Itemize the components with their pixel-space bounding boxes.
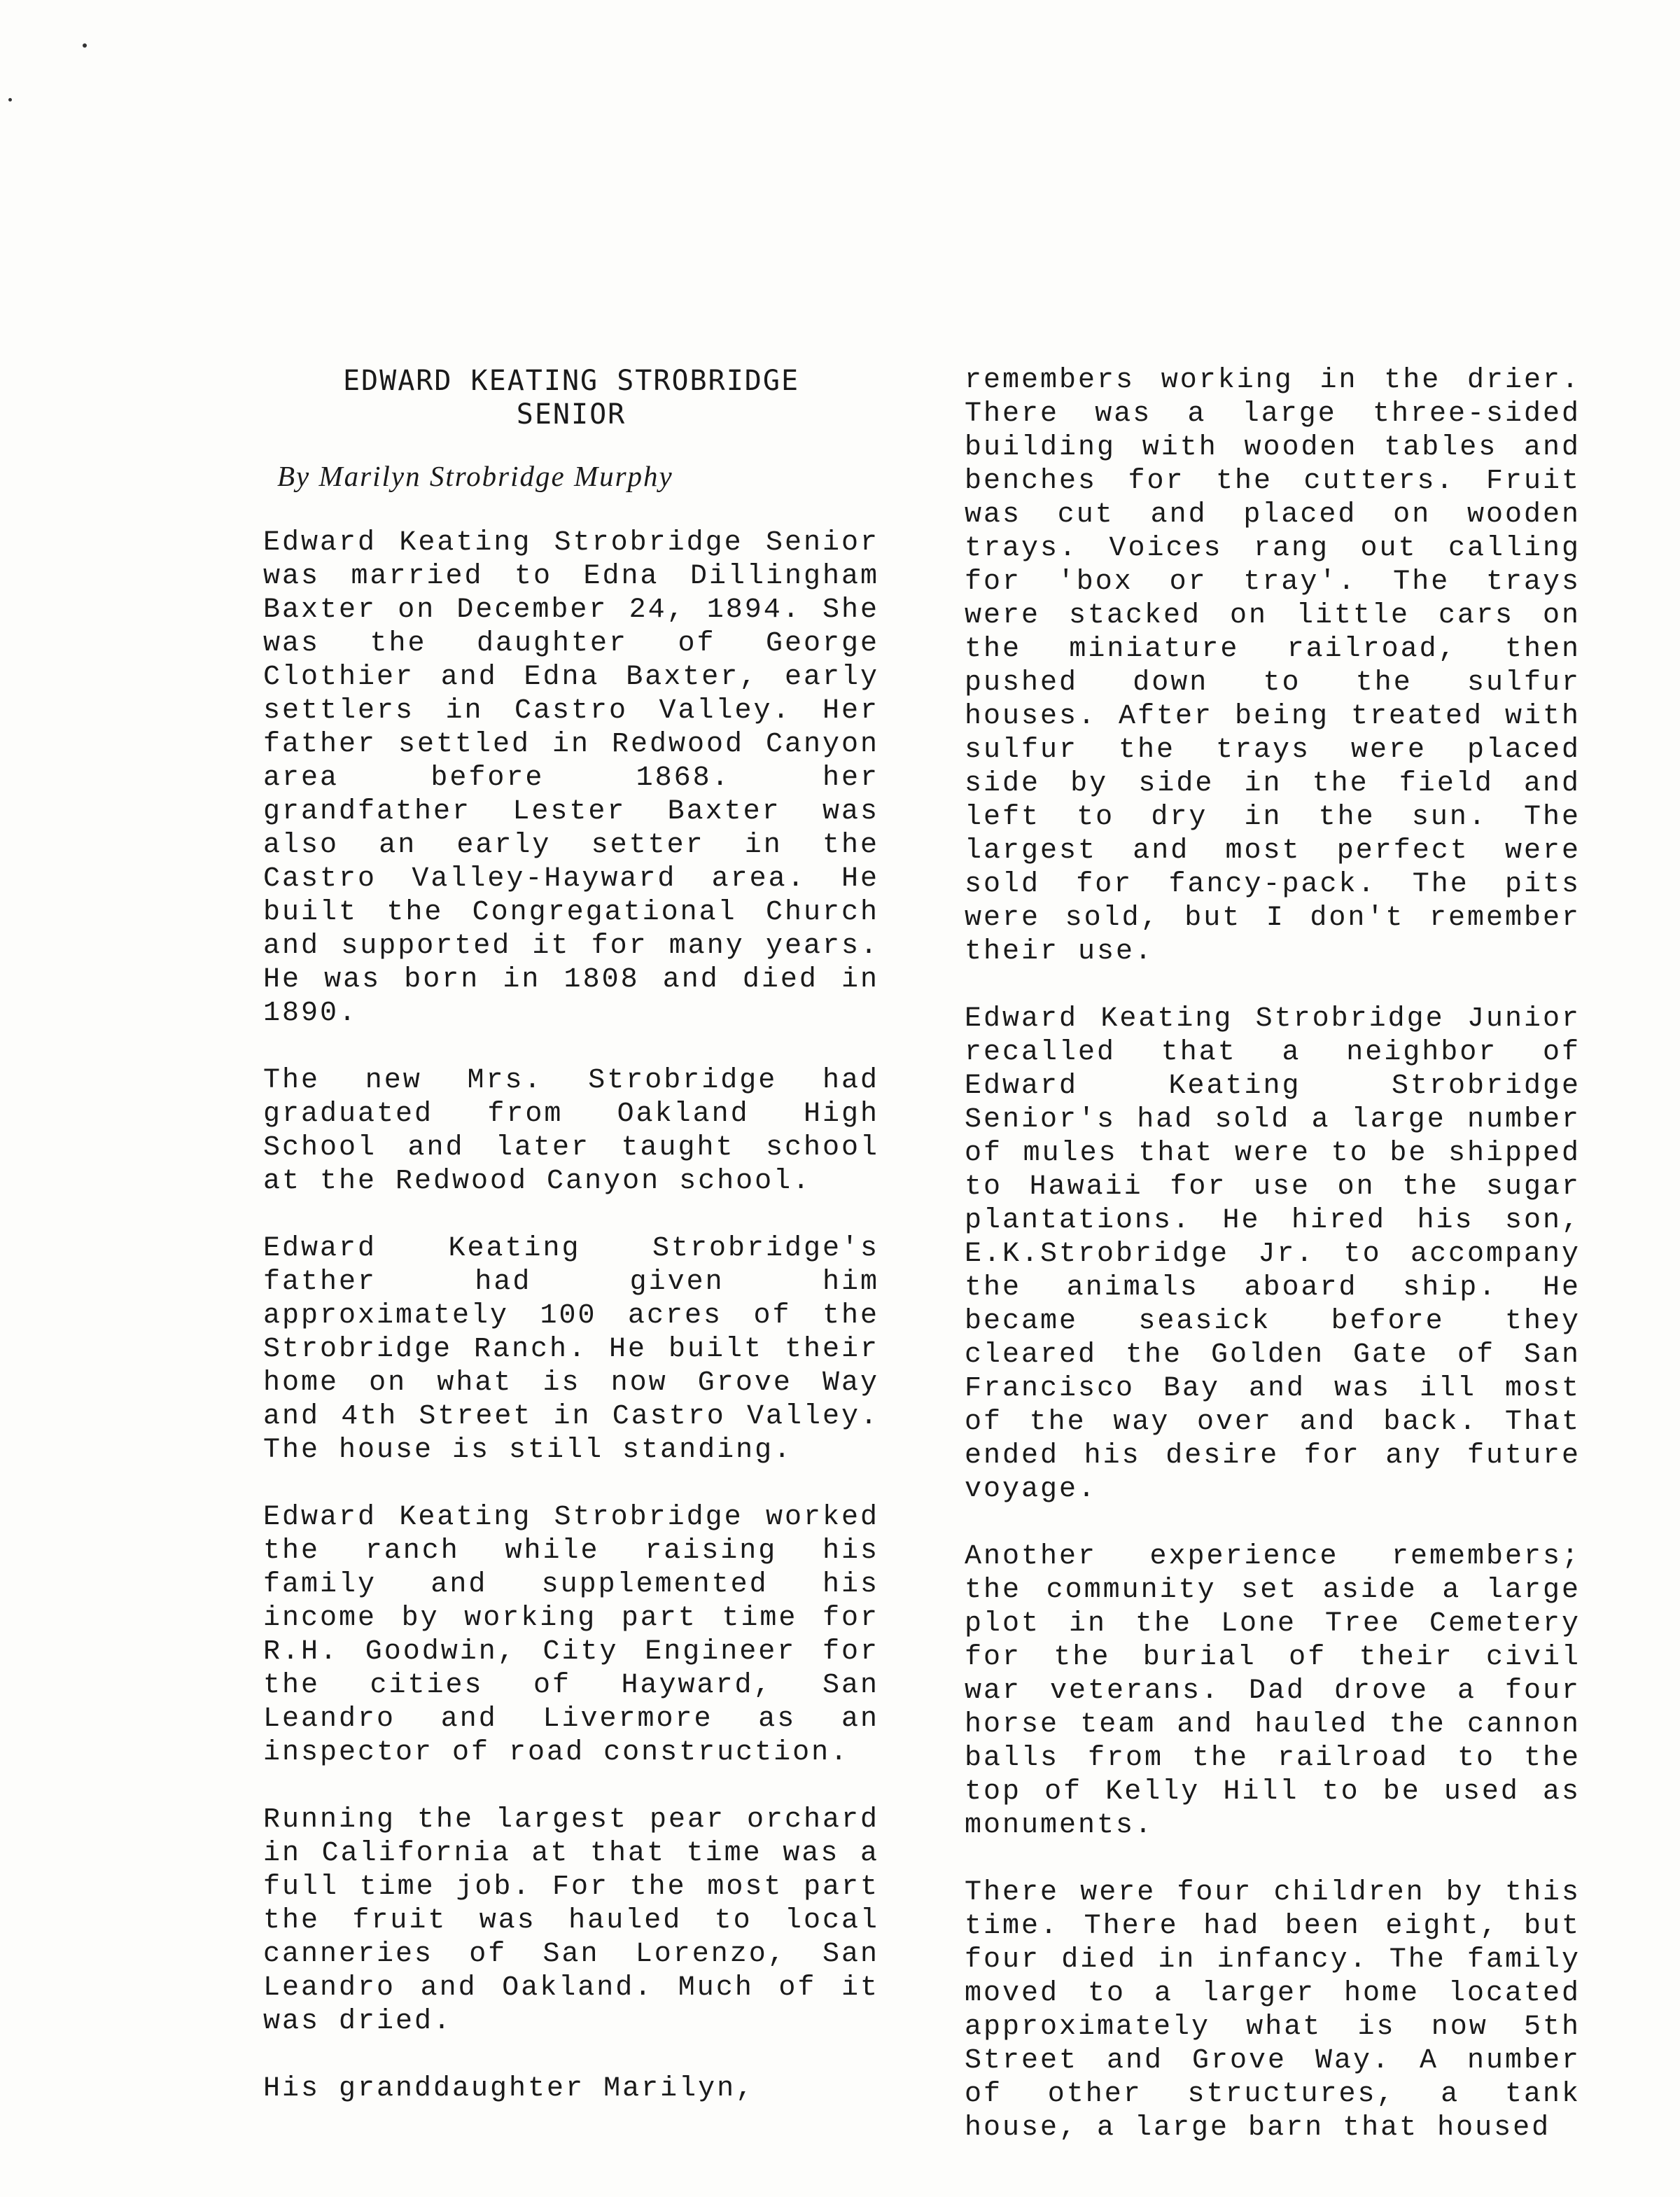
paragraph: Edward Keating Strobridge Junior recalled that a neighbor of Edward Keating Strobridge Senior's had sold a large number of mules that were to be shipped to Hawaii for use on the sugar plantations. He hired his son, E.K.Strobridge Jr. to accompany the animals aboard ship. He became seasick before they cleared the Golden Gate of San Francisco Bay and was ill most of the way over and back. That ended his desire for any future voyage.: [965, 1003, 1581, 1505]
right-column: [965, 364, 1581, 2179]
paragraph: remembers working in the drier. There was a large three-sided building with wooden tables and benches for the cutters. Fruit was cut and placed on wooden trays. Voices rang out calling for 'box or tray'. The trays were stacked on little cars on the miniature railroad, then pushed down to the sulfur houses. After being treated with sulfur the trays were placed side by side in the field and left to dry in the sun. The largest and most perfect were sold for fancy-pack. The pits were sold, but I don't remember their use.: [965, 365, 1581, 968]
title-line-2: SENIOR: [516, 398, 626, 431]
paragraph: Edward Keating Strobridge Senior was married to Edna Dillingham Baxter on December 24, 1894. She was the daughter of George Clothier and Edna Baxter, early settlers in Castro Valley. Her father settled in Redwood Canyon area before 1868. her grandfather Lester Baxter was also an early setter in the Castro Valley-Hayward area. He built the Congregational Church and supported it for many years. He was born in 1808 and died in 1890.: [263, 527, 879, 1029]
article-title: [263, 364, 879, 431]
paragraph: Running the largest pear orchard in California at that time was a full time job. For the most part the fruit was hauled to local canneries of San Lorenzo, San Leandro and Oakland. Much of it was dried.: [263, 1804, 879, 2037]
paragraph: The new Mrs. Strobridge had graduated from Oakland High School and later taught school at the Redwood Canyon school.: [263, 1065, 879, 1197]
paragraph: Edward Keating Strobridge worked the ranch while raising his family and supplemented his income by working part time for R.H. Goodwin, City Engineer for the cities of Hayward, San Leandro and Livermore as an inspector of road construction.: [263, 1502, 879, 1769]
paragraph: Another experience remembers; the community set aside a large plot in the Lone Tree Cemetery for the burial of their civil war veterans. Dad drove a four horse team and hauled the cannon balls from the railroad to the top of Kelly Hill to be used as monuments.: [965, 1541, 1581, 1841]
scan-speck: [83, 43, 87, 48]
paragraph: There were four children by this time. There had been eight, but four died in infancy. The family moved to a larger home located approximately what is now 5th Street and Grove Way. A number of other structures, a tank house, a large barn that housed: [965, 1877, 1581, 2144]
title-line-1: EDWARD KEATING STROBRIDGE: [342, 365, 800, 397]
paragraph: Edward Keating Strobridge's father had given him approximately 100 acres of the Strobridge Ranch. He built their home on what is now Grove Way and 4th Street in Castro Valley. The house is still standing.: [263, 1233, 879, 1466]
byline: By Marilyn Strobridge Murphy: [277, 460, 673, 492]
scan-speck: [8, 98, 12, 102]
paragraph: His granddaughter Marilyn,: [263, 2073, 755, 2105]
left-column: [263, 364, 879, 2140]
